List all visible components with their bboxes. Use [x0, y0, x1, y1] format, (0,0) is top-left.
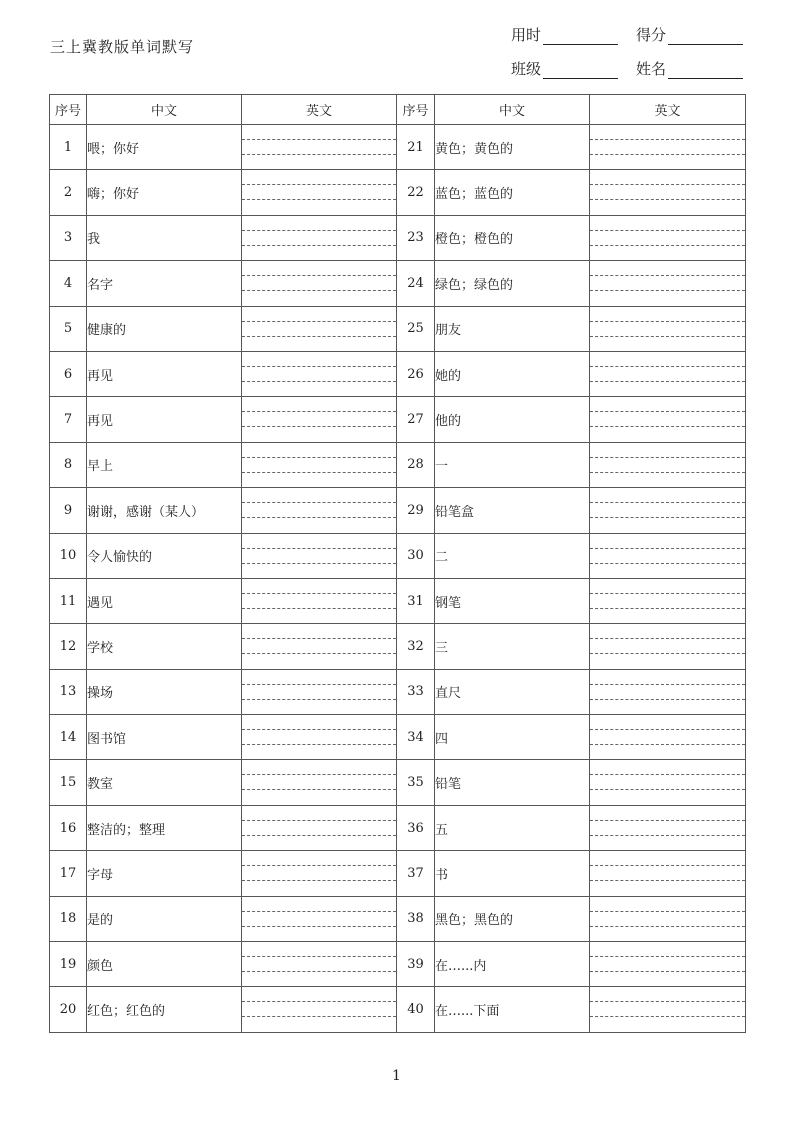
table-row [50, 351, 746, 396]
writing-guide-line [590, 638, 745, 639]
chinese-word: 再见 [87, 397, 242, 442]
writing-guide-line [242, 820, 396, 821]
chinese-word: 二 [435, 533, 590, 578]
item-number: 14 [50, 715, 87, 760]
chinese-word: 他的 [435, 397, 590, 442]
name-label: 姓名 [636, 60, 667, 78]
item-number: 15 [50, 760, 87, 805]
writing-guide-line [590, 154, 745, 155]
table-row [50, 306, 746, 351]
writing-guide-line [590, 835, 745, 836]
writing-guide-line [590, 1016, 745, 1017]
writing-guide-line [590, 411, 745, 412]
writing-guide-line [590, 381, 745, 382]
english-answer-cell[interactable] [590, 715, 746, 760]
writing-guide-line [590, 139, 745, 140]
english-answer-cell[interactable] [590, 533, 746, 578]
writing-guide-line [590, 911, 745, 912]
chinese-word: 名字 [87, 261, 242, 306]
english-answer-cell[interactable] [242, 397, 397, 442]
chinese-word: 图书馆 [87, 715, 242, 760]
chinese-word: 直尺 [435, 669, 590, 714]
writing-guide-line [242, 457, 396, 458]
writing-guide-line [590, 184, 745, 185]
writing-guide-line [242, 139, 396, 140]
english-answer-cell[interactable] [242, 442, 397, 487]
english-answer-cell[interactable] [242, 760, 397, 805]
english-answer-cell[interactable] [590, 306, 746, 351]
writing-guide-line [590, 926, 745, 927]
table-row [50, 851, 746, 896]
item-number: 40 [397, 987, 435, 1032]
writing-guide-line [242, 381, 396, 382]
writing-guide-line [590, 956, 745, 957]
chinese-word: 颜色 [87, 942, 242, 987]
writing-guide-line [590, 502, 745, 503]
item-number: 30 [397, 533, 435, 578]
english-answer-cell[interactable] [242, 578, 397, 623]
english-answer-cell[interactable] [242, 715, 397, 760]
english-answer-cell[interactable] [242, 896, 397, 941]
english-answer-cell[interactable] [590, 125, 746, 170]
writing-guide-line [590, 971, 745, 972]
item-number: 37 [397, 851, 435, 896]
class-blank[interactable] [543, 62, 618, 79]
chinese-word: 橙色；橙色的 [435, 215, 590, 260]
writing-guide-line [590, 608, 745, 609]
english-answer-cell[interactable] [242, 669, 397, 714]
chinese-word: 早上 [87, 442, 242, 487]
english-answer-cell[interactable] [242, 351, 397, 396]
item-number: 4 [50, 261, 87, 306]
english-answer-cell[interactable] [590, 987, 746, 1032]
writing-guide-line [590, 199, 745, 200]
writing-guide-line [242, 321, 396, 322]
item-number: 13 [50, 669, 87, 714]
writing-guide-line [590, 517, 745, 518]
english-answer-cell[interactable] [242, 805, 397, 850]
chinese-word: 绿色；绿色的 [435, 261, 590, 306]
english-answer-cell[interactable] [242, 306, 397, 351]
writing-guide-line [590, 290, 745, 291]
writing-guide-line [242, 880, 396, 881]
writing-guide-line [590, 820, 745, 821]
writing-guide-line [242, 1001, 396, 1002]
chinese-word: 蓝色；蓝色的 [435, 170, 590, 215]
item-number: 33 [397, 669, 435, 714]
header-chinese-left: 中文 [87, 95, 242, 125]
chinese-word: 红色；红色的 [87, 987, 242, 1032]
table-row [50, 760, 746, 805]
writing-guide-line [242, 472, 396, 473]
chinese-word: 健康的 [87, 306, 242, 351]
table-row [50, 578, 746, 623]
time-blank[interactable] [543, 28, 618, 45]
table-row [50, 942, 746, 987]
item-number: 3 [50, 215, 87, 260]
chinese-word: 嗨；你好 [87, 170, 242, 215]
writing-guide-line [242, 789, 396, 790]
writing-guide-line [590, 230, 745, 231]
writing-guide-line [242, 593, 396, 594]
english-answer-cell[interactable] [242, 215, 397, 260]
english-answer-cell[interactable] [590, 805, 746, 850]
chinese-word: 令人愉快的 [87, 533, 242, 578]
writing-guide-line [242, 199, 396, 200]
writing-guide-line [242, 956, 396, 957]
writing-guide-line [590, 789, 745, 790]
table-row [50, 533, 746, 578]
writing-guide-line [590, 275, 745, 276]
writing-guide-line [590, 729, 745, 730]
english-answer-cell[interactable] [590, 488, 746, 533]
english-answer-cell[interactable] [590, 442, 746, 487]
table-row [50, 215, 746, 260]
writing-guide-line [590, 563, 745, 564]
time-label: 用时 [511, 26, 542, 44]
english-answer-cell[interactable] [590, 851, 746, 896]
english-answer-cell[interactable] [242, 987, 397, 1032]
name-blank[interactable] [668, 62, 743, 79]
item-number: 9 [50, 488, 87, 533]
table-row [50, 488, 746, 533]
writing-guide-line [242, 275, 396, 276]
chinese-word: 遇见 [87, 578, 242, 623]
worksheet-title: 三上冀教版单词默写 [50, 38, 195, 56]
chinese-word: 黑色；黑色的 [435, 896, 590, 941]
chinese-word: 字母 [87, 851, 242, 896]
writing-guide-line [242, 366, 396, 367]
writing-guide-line [242, 411, 396, 412]
writing-guide-line [590, 774, 745, 775]
writing-guide-line [242, 865, 396, 866]
chinese-word: 三 [435, 624, 590, 669]
item-number: 35 [397, 760, 435, 805]
writing-guide-line [242, 684, 396, 685]
writing-guide-line [590, 744, 745, 745]
chinese-word: 在…...内 [435, 942, 590, 987]
english-answer-cell[interactable] [590, 896, 746, 941]
header-chinese-right: 中文 [435, 95, 590, 125]
chinese-word: 黄色；黄色的 [435, 125, 590, 170]
chinese-word: 再见 [87, 351, 242, 396]
english-answer-cell[interactable] [590, 578, 746, 623]
item-number: 10 [50, 533, 87, 578]
item-number: 21 [397, 125, 435, 170]
english-answer-cell[interactable] [242, 488, 397, 533]
score-field [636, 24, 743, 45]
writing-guide-line [590, 653, 745, 654]
writing-guide-line [242, 926, 396, 927]
class-field [511, 58, 618, 79]
english-answer-cell[interactable] [590, 942, 746, 987]
writing-guide-line [242, 971, 396, 972]
item-number: 11 [50, 578, 87, 623]
writing-guide-line [242, 336, 396, 337]
item-number: 17 [50, 851, 87, 896]
page-number: 1 [392, 1068, 401, 1084]
english-answer-cell[interactable] [590, 170, 746, 215]
item-number: 16 [50, 805, 87, 850]
item-number: 6 [50, 351, 87, 396]
header-english-right: 英文 [590, 95, 746, 125]
chinese-word: 整洁的；整理 [87, 805, 242, 850]
english-answer-cell[interactable] [590, 760, 746, 805]
writing-guide-line [242, 729, 396, 730]
item-number: 24 [397, 261, 435, 306]
table-row [50, 987, 746, 1032]
writing-guide-line [242, 911, 396, 912]
item-number: 12 [50, 624, 87, 669]
item-number: 1 [50, 125, 87, 170]
english-answer-cell[interactable] [590, 351, 746, 396]
english-answer-cell[interactable] [590, 397, 746, 442]
item-number: 29 [397, 488, 435, 533]
chinese-word: 四 [435, 715, 590, 760]
writing-guide-line [590, 321, 745, 322]
writing-guide-line [590, 366, 745, 367]
item-number: 25 [397, 306, 435, 351]
writing-guide-line [242, 548, 396, 549]
writing-guide-line [242, 245, 396, 246]
chinese-word: 书 [435, 851, 590, 896]
chinese-word: 教室 [87, 760, 242, 805]
item-number: 20 [50, 987, 87, 1032]
chinese-word: 谢谢，感谢（某人） [87, 488, 242, 533]
english-answer-cell[interactable] [242, 170, 397, 215]
english-answer-cell[interactable] [242, 851, 397, 896]
table-row [50, 624, 746, 669]
chinese-word: 钢笔 [435, 578, 590, 623]
item-number: 2 [50, 170, 87, 215]
item-number: 23 [397, 215, 435, 260]
table-row [50, 805, 746, 850]
writing-guide-line [590, 880, 745, 881]
english-answer-cell[interactable] [590, 624, 746, 669]
item-number: 31 [397, 578, 435, 623]
chinese-word: 她的 [435, 351, 590, 396]
item-number: 18 [50, 896, 87, 941]
english-answer-cell[interactable] [590, 215, 746, 260]
table-header-row [50, 95, 746, 125]
chinese-word: 在…...下面 [435, 987, 590, 1032]
score-blank[interactable] [668, 28, 743, 45]
chinese-word: 喂；你好 [87, 125, 242, 170]
table-row [50, 261, 746, 306]
item-number: 26 [397, 351, 435, 396]
vocabulary-table [49, 94, 746, 1033]
writing-guide-line [590, 457, 745, 458]
chinese-word: 我 [87, 215, 242, 260]
table-row [50, 669, 746, 714]
writing-guide-line [590, 1001, 745, 1002]
item-number: 39 [397, 942, 435, 987]
header-number-right: 序号 [397, 95, 435, 125]
table-row [50, 125, 746, 170]
chinese-word: 学校 [87, 624, 242, 669]
item-number: 22 [397, 170, 435, 215]
writing-guide-line [242, 608, 396, 609]
table-row [50, 397, 746, 442]
item-number: 19 [50, 942, 87, 987]
name-field [636, 58, 743, 79]
writing-guide-line [242, 835, 396, 836]
writing-guide-line [590, 593, 745, 594]
chinese-word: 铅笔盒 [435, 488, 590, 533]
writing-guide-line [590, 865, 745, 866]
writing-guide-line [590, 548, 745, 549]
item-number: 32 [397, 624, 435, 669]
writing-guide-line [242, 290, 396, 291]
writing-guide-line [242, 230, 396, 231]
chinese-word: 朋友 [435, 306, 590, 351]
writing-guide-line [242, 426, 396, 427]
english-answer-cell[interactable] [590, 261, 746, 306]
english-answer-cell[interactable] [242, 261, 397, 306]
table-row [50, 442, 746, 487]
writing-guide-line [242, 502, 396, 503]
header-english-left: 英文 [242, 95, 397, 125]
writing-guide-line [242, 653, 396, 654]
english-answer-cell[interactable] [242, 942, 397, 987]
writing-guide-line [590, 684, 745, 685]
table-row [50, 715, 746, 760]
writing-guide-line [590, 472, 745, 473]
item-number: 7 [50, 397, 87, 442]
writing-guide-line [590, 426, 745, 427]
writing-guide-line [590, 699, 745, 700]
score-label: 得分 [636, 26, 667, 44]
writing-guide-line [242, 744, 396, 745]
table-row [50, 896, 746, 941]
chinese-word: 是的 [87, 896, 242, 941]
writing-guide-line [242, 154, 396, 155]
item-number: 34 [397, 715, 435, 760]
writing-guide-line [242, 517, 396, 518]
chinese-word: 五 [435, 805, 590, 850]
item-number: 36 [397, 805, 435, 850]
english-answer-cell[interactable] [242, 125, 397, 170]
writing-guide-line [590, 245, 745, 246]
writing-guide-line [590, 336, 745, 337]
writing-guide-line [242, 563, 396, 564]
english-answer-cell[interactable] [242, 533, 397, 578]
english-answer-cell[interactable] [590, 669, 746, 714]
item-number: 28 [397, 442, 435, 487]
time-field [511, 24, 618, 45]
class-label: 班级 [511, 60, 542, 78]
item-number: 8 [50, 442, 87, 487]
item-number: 27 [397, 397, 435, 442]
english-answer-cell[interactable] [242, 624, 397, 669]
table-row [50, 170, 746, 215]
chinese-word: 铅笔 [435, 760, 590, 805]
writing-guide-line [242, 699, 396, 700]
item-number: 5 [50, 306, 87, 351]
chinese-word: 操场 [87, 669, 242, 714]
header-number-left: 序号 [50, 95, 87, 125]
chinese-word: 一 [435, 442, 590, 487]
item-number: 38 [397, 896, 435, 941]
writing-guide-line [242, 638, 396, 639]
writing-guide-line [242, 774, 396, 775]
writing-guide-line [242, 184, 396, 185]
writing-guide-line [242, 1016, 396, 1017]
